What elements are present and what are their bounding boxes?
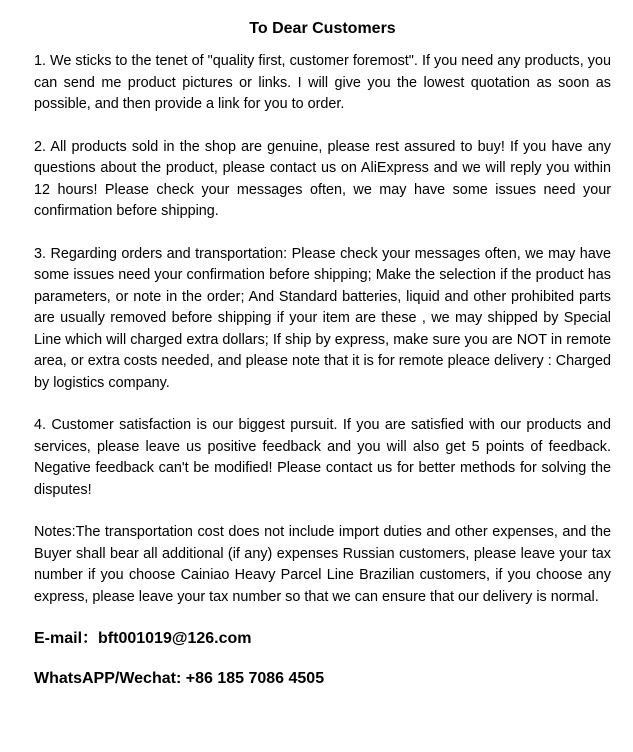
- paragraph-satisfaction: 4. Customer satisfaction is our biggest pursuit. If you are satisfied with our products and services, please leave us positive feedback and you will also get 5 points of feedback. Negative feedback can't be modified! Please contact us for better methods for solving the disputes!: [34, 417, 611, 498]
- paragraph-genuine: 2. All products sold in the shop are genuine, please rest assured to buy! If you have any questions about the product, please contact us on AliExpress and we will reply you within 12 hours! Please check your messages often, we may have some issues need your confirmation before shipping.: [34, 138, 611, 219]
- paragraph-notes: Notes:The transportation cost does not include import duties and other expenses, and the Buyer shall bear all additional (if any) expenses Russian customers, please leave your tax number if you choose Cainiao Heavy Parcel Line Brazilian customers, if you choose any express, please leave your tax number so that we can ensure that our delivery is normal.: [34, 524, 611, 605]
- paragraph-quality: 1. We sticks to the tenet of "quality first, customer foremost". If you need any products, you can send me product pictures or links. I will give you the lowest quotation as soon as possible, and then provide a link for you to order.: [34, 53, 611, 112]
- page-title: To Dear Customers: [249, 20, 396, 37]
- contact-email: E-mail：bft001019@126.com: [34, 630, 252, 647]
- contact-whatsapp: WhatsAPP/Wechat: +86 185 7086 4505: [34, 670, 325, 687]
- paragraph-transportation: 3. Regarding orders and transportation: Please check your messages often, we may have some issues need your confirmation before shipping; Make the selection if the product has parameters, or note in the order; And Standard batteries, liquid and other prohibited parts are usually removed before shipping if your item are these , we may shipped by Special Line which will charged extra dollars; If ship by express, make sure you are NOT in remote area, or extra costs needed, and please note that it is for remote pleace delivery : Charged by logistics company.: [34, 245, 611, 391]
